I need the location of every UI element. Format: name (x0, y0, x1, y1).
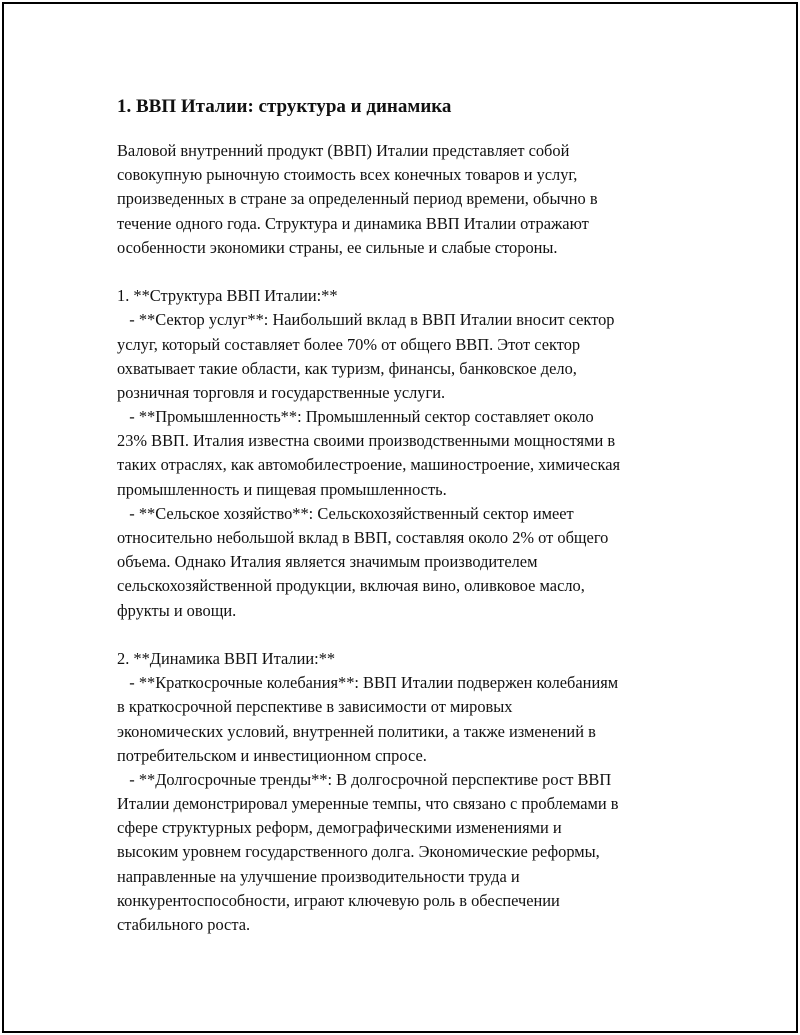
text-line: стабильного роста. (117, 915, 251, 934)
text-line: экономических условий, внутренней политики, а также изменений в (117, 721, 596, 741)
text-line: - **Сельское хозяйство**: Сельскохозяйственный сектор имеет (117, 503, 574, 523)
text-line: таких отраслях, как автомобилестроение, машиностроение, химическая (117, 455, 621, 475)
text-line: Валовой внутренний продукт (ВВП) Италии представляет собой (117, 141, 570, 160)
paragraph-spacer (117, 260, 692, 284)
text-line: конкурентоспособности, играют ключевую роль в обеспечении (117, 890, 560, 910)
text-line: высоким уровнем государственного долга. Экономические реформы, (117, 842, 600, 862)
text-line: - **Промышленность**: Промышленный сектор составляет около (117, 407, 594, 427)
text-line: 23% ВВП. Италия известна своими производственными мощностями в (117, 431, 616, 451)
text-line: сельскохозяйственной продукции, включая вино, оливковое масло, (117, 576, 585, 596)
text-line: фрукты и овощи. (117, 600, 237, 620)
text-line: сфере структурных реформ, демографическими изменениями и (117, 818, 562, 838)
document-body (117, 95, 692, 937)
text-line: услуг, который составляет более 70% от общего ВВП. Этот сектор (117, 334, 581, 354)
text-line: потребительском и инвестиционном спросе. (117, 745, 427, 765)
text-line: - **Долгосрочные тренды**: В долгосрочной перспективе рост ВВП (117, 769, 612, 789)
text-line: - **Сектор услуг**: Наибольший вклад в ВВП Италии вносит сектор (117, 310, 615, 330)
text-line: относительно небольшой вклад в ВВП, составляя около 2% от общего (117, 528, 609, 547)
paragraph-spacer (117, 623, 692, 647)
section-structure (117, 284, 692, 623)
document-title: 1. ВВП Италии: структура и динамика (117, 96, 452, 117)
text-line: течение одного года. Структура и динамика ВВП Италии отражают (117, 213, 589, 233)
text-line: промышленность и пищевая промышленность. (117, 479, 447, 499)
section-heading: 2. **Динамика ВВП Италии:** (117, 648, 336, 668)
text-line: Италии демонстрировал умеренные темпы, что связано с проблемами в (117, 794, 619, 814)
text-line: произведенных в стране за определенный период времени, обычно в (117, 189, 598, 209)
intro-paragraph (117, 139, 692, 260)
text-line: розничная торговля и государственные услуги. (117, 382, 446, 402)
text-line: особенности экономики страны, ее сильные и слабые стороны. (117, 237, 558, 257)
text-line: объема. Однако Италия является значимым производителем (117, 552, 538, 572)
text-line: в краткосрочной перспективе в зависимости от мировых (117, 697, 513, 717)
text-line: - **Краткосрочные колебания**: ВВП Италии подвержен колебаниям (117, 673, 619, 693)
section-heading: 1. **Структура ВВП Италии:** (117, 286, 338, 306)
section-dynamics (117, 647, 692, 937)
text-line: совокупную рыночную стоимость всех конечных товаров и услуг, (117, 165, 578, 185)
text-line: охватывает такие области, как туризм, финансы, банковское дело, (117, 358, 577, 378)
text-line: направленные на улучшение производительности труда и (117, 866, 520, 886)
